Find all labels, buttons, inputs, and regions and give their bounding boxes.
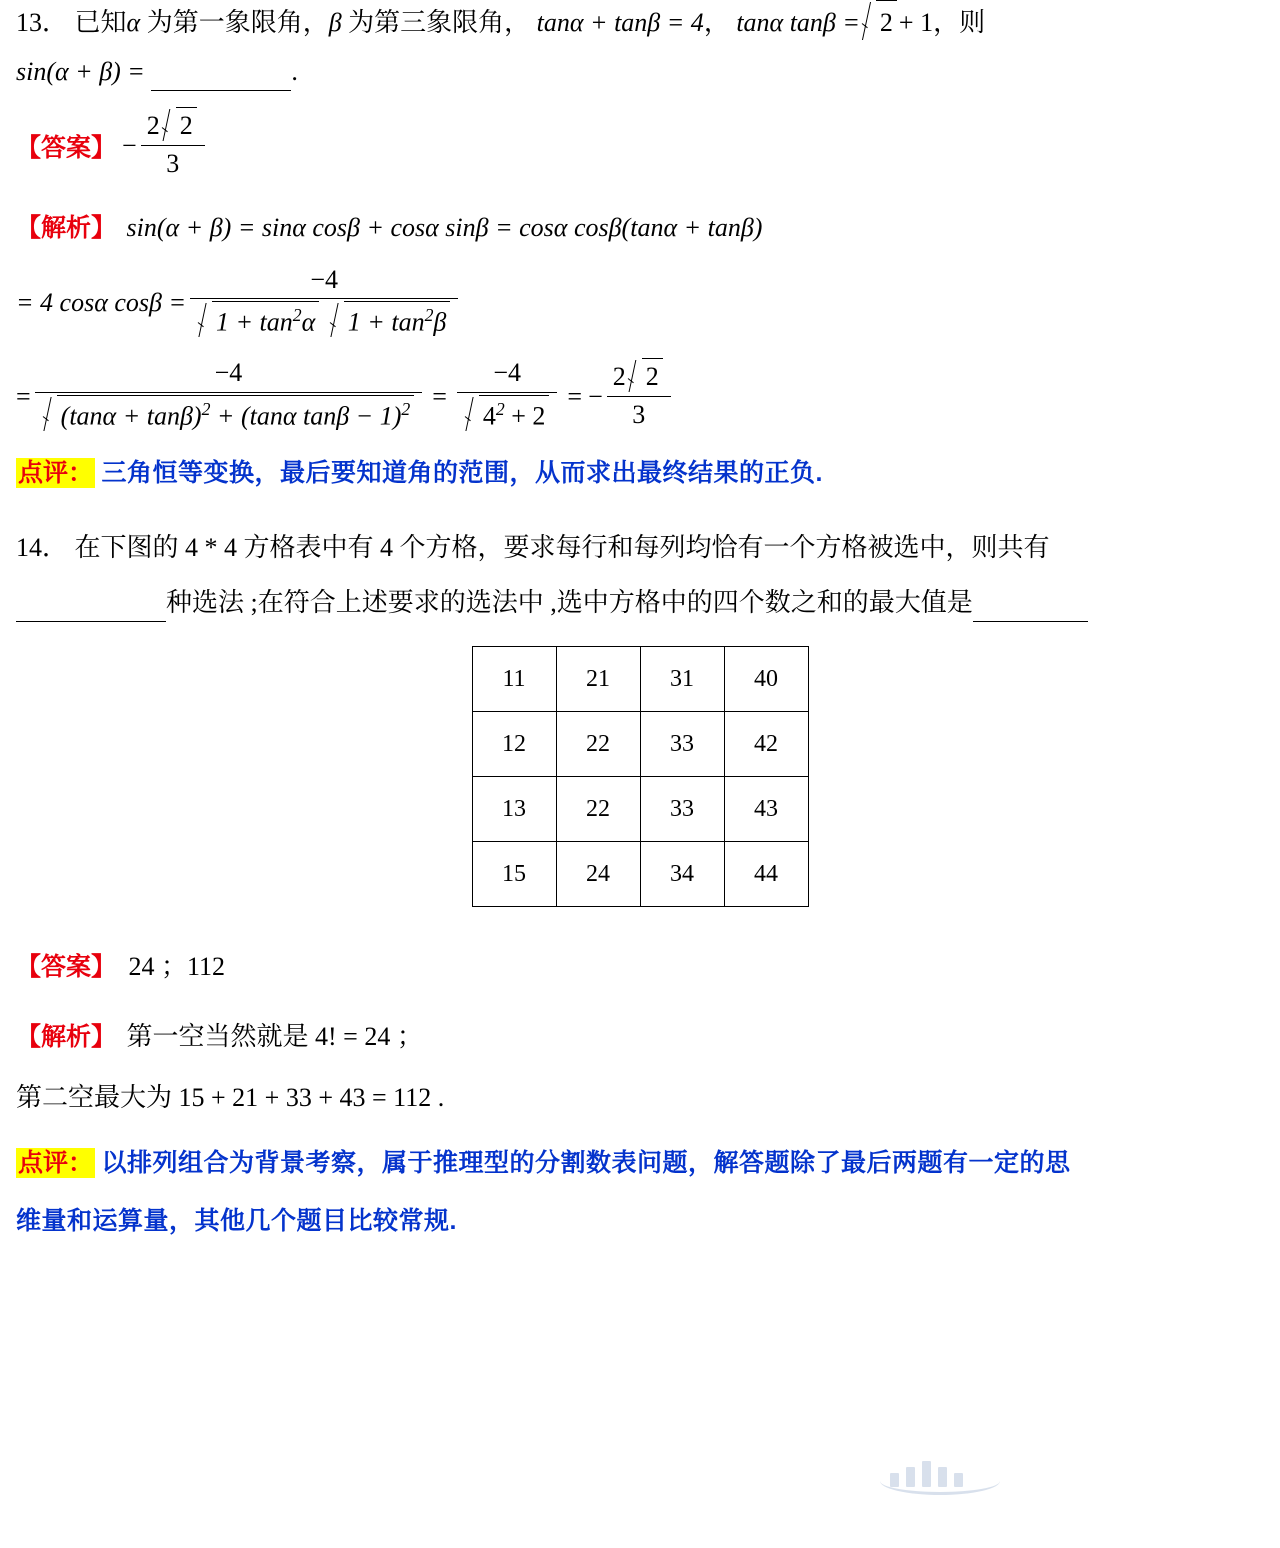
answer-tag-14: 【答案】 (16, 953, 117, 982)
comment-tag-13: 点评： (18, 458, 94, 487)
grid-cell: 11 (472, 647, 556, 712)
beta-symbol-1: β (328, 8, 342, 37)
table-row (472, 647, 808, 712)
grid-cell: 21 (556, 647, 640, 712)
problem-13-stem-part3: 为第三象限角， (348, 8, 531, 37)
problem-13-analysis-line3 (16, 359, 1264, 435)
table-row (472, 842, 808, 907)
analysis-line3-den2 (457, 393, 558, 433)
problem-13 (16, 0, 1264, 492)
table-row (472, 712, 808, 777)
analysis-text-14-1: 第一空当然就是 4! = 24 ； (126, 1021, 423, 1051)
answer-numerator-13: 2 2 (141, 107, 205, 146)
problem-13-dot: ． (42, 8, 69, 37)
problem-14-stem-line2 (16, 583, 1264, 622)
grid-cell: 22 (556, 777, 640, 842)
problem-13-analysis-line1 (16, 208, 1264, 248)
problem-13-equation-2-tail: + 1 (898, 8, 934, 37)
analysis-line2-prefix: = 4 cosα cosβ = (16, 288, 187, 318)
problem-13-comment (16, 453, 1264, 493)
problem-13-equation-1: tanα + tanβ = 4 (536, 8, 704, 37)
grid-cell: 44 (724, 842, 808, 907)
sqrt-2-symbol: 2 (862, 0, 897, 42)
analysis-expression-13-1: sin(α + β) = sinα cosβ + cosα sinβ = cosα cosβ(tanα + tanβ) (126, 213, 763, 242)
analysis-tag-14: 【解析】 (16, 1022, 117, 1051)
grid-cell: 13 (472, 777, 556, 842)
problem-14-stem-line1 (16, 528, 1264, 567)
sqrt-1-plus-tan2-alpha: $1 + \tan^2\alpha$ (198, 301, 319, 339)
sqrt-sum-squares: $(\tan\alpha + \tan\beta)^2 + (\tan\alpha$ tanβ − 1)$^2$ (43, 395, 415, 433)
answer-sign-13: − (122, 130, 137, 160)
problem-13-sin-expression: sin(α + β) = (16, 57, 145, 86)
analysis-line3-num1: −4 (35, 357, 423, 393)
problem-14-number: 14 (16, 533, 42, 563)
grid-cell: 24 (556, 842, 640, 907)
analysis-line3-eq3: = (567, 381, 583, 411)
answer-blank-14-1[interactable] (16, 595, 166, 622)
problem-14-stem-text-2: 种选法 ;在符合上述要求的选法中 ,选中方格中的四个数之和的最大值是 (166, 588, 973, 618)
analysis-tag-13: 【解析】 (16, 214, 117, 242)
problem-14-comment-line2 (16, 1201, 1264, 1241)
grid-cell: 33 (640, 712, 724, 777)
grid-table-wrapper (16, 646, 1264, 907)
answer-blank-13[interactable] (151, 64, 291, 91)
period-13: . (291, 57, 298, 86)
sqrt-1-plus-tan2-beta: $1 + \tan^2\beta$ (330, 301, 451, 339)
problem-13-stem (16, 0, 1264, 42)
sqrt-4squared-plus-2: $4^2 + 2$ (465, 395, 550, 433)
problem-13-stem-tail: ，则 (933, 8, 986, 37)
problem-14-stem-text-1: 在下图的 4 * 4 方格表中有 4 个方格，要求每行和每列均恰有一个方格被选中，则共有 (74, 533, 1050, 563)
alpha-symbol-1: α (126, 8, 141, 37)
problem-13-stem-part2: 为第一象限角， (146, 8, 329, 37)
analysis-line3-eq2: = (432, 381, 447, 411)
grid-cell: 43 (724, 777, 808, 842)
problem-13-answer (16, 109, 1264, 182)
analysis-line3-fraction-1 (35, 357, 423, 433)
comment-text-13: 三角恒等变换，最后要知道角的范围，从而求出最终结果的正负. (101, 458, 823, 487)
grid-cell: 15 (472, 842, 556, 907)
analysis-line3-fraction-3 (607, 358, 671, 431)
problem-13-number: 13 (16, 8, 42, 37)
grid-cell: 33 (640, 777, 724, 842)
comment-tag-14: 点评： (18, 1149, 94, 1178)
problem-14-answer (16, 947, 1264, 987)
analysis-line3-den1 (35, 393, 423, 433)
problem-13-stem-part1: 已知 (74, 8, 127, 37)
analysis-line3-den3: 3 (632, 399, 646, 429)
sqrt-2-final: 2 (628, 358, 663, 394)
analysis-line3-num3: 2 2 (607, 358, 671, 397)
grid-cell: 34 (640, 842, 724, 907)
grid-cell: 40 (724, 647, 808, 712)
problem-14-dot: ． (42, 533, 69, 563)
answer-fraction-13 (141, 107, 205, 180)
watermark-logo (880, 1455, 1000, 1495)
answer-text-14: 24 ；112 (128, 952, 226, 982)
problem-14-analysis-line2 (16, 1078, 1264, 1117)
analysis-line3-fraction-2 (457, 357, 558, 433)
analysis-line2-numerator: −4 (190, 264, 458, 300)
comma-1: ， (703, 8, 730, 37)
analysis-text-14-2: 第二空最大为 15 + 21 + 33 + 43 = 112 . (16, 1083, 445, 1113)
answer-denominator-13: 3 (166, 148, 180, 178)
analysis-line3-eq1: = (16, 381, 31, 411)
grid-cell: 12 (472, 712, 556, 777)
answer-tag-13: 【答案】 (16, 133, 117, 162)
problem-13-stem-line2 (16, 52, 1264, 91)
sqrt-2-answer: 2 (162, 107, 197, 143)
problem-14-comment-line1 (16, 1143, 1264, 1183)
grid-cell: 42 (724, 712, 808, 777)
number-grid-table (472, 646, 809, 907)
problem-13-analysis-line2 (16, 266, 1264, 342)
analysis-line2-fraction (190, 264, 458, 340)
problem-14-analysis-line1 (16, 1017, 1264, 1057)
grid-cell: 31 (640, 647, 724, 712)
grid-cell: 22 (556, 712, 640, 777)
comment-text-14-line2: 维量和运算量，其他几个题目比较常规. (16, 1206, 457, 1235)
comment-text-14-line1: 以排列组合为背景考察，属于推理型的分割数表问题，解答题除了最后两题有一定的思 (101, 1149, 1071, 1178)
analysis-line2-denominator (190, 299, 458, 339)
analysis-line3-num2: −4 (457, 357, 558, 393)
problem-14 (16, 528, 1264, 1274)
analysis-line3-sign: − (588, 381, 603, 411)
table-row (472, 777, 808, 842)
answer-blank-14-2[interactable] (973, 595, 1088, 622)
problem-13-equation-2-lead: tanα tanβ = (736, 8, 860, 37)
